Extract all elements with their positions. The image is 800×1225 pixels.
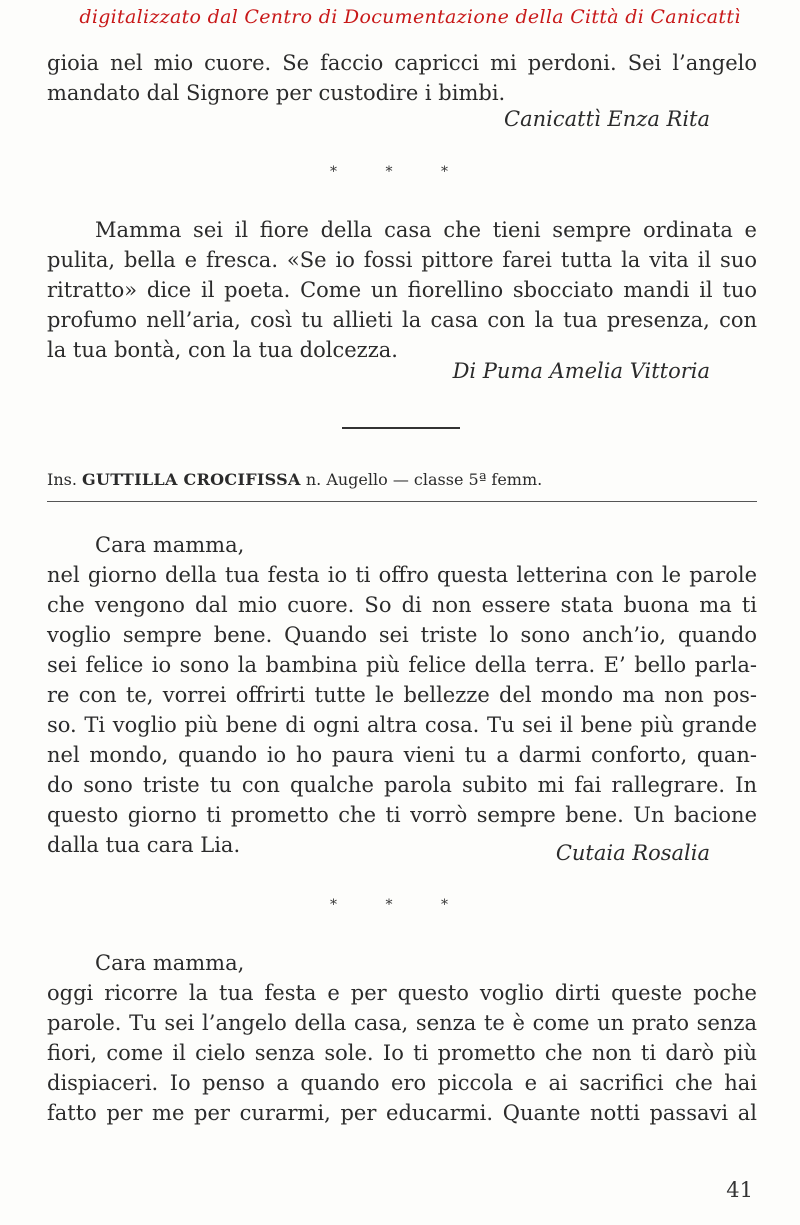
letter-second <box>47 948 757 1128</box>
text-line: dalla tua cara Lia. <box>47 833 241 857</box>
text-line: fiori, come il cielo senza sole. Io ti prometto che non ti darò più <box>47 1041 757 1065</box>
class-heading <box>47 468 542 492</box>
text-line: nel mondo, quando io ho paura vieni tu a darmi conforto, quan- <box>47 743 757 767</box>
text-line: re con te, vorrei offrirti tutte le bellezze del mondo ma non pos- <box>47 683 757 707</box>
text-line: do sono triste tu con qualche parola subito mi fai rallegrare. In <box>47 773 757 797</box>
signature-cutaia: Cutaia Rosalia <box>555 841 710 865</box>
text-line: parole. Tu sei l’angelo della casa, senza te è come un prato senza <box>47 1011 757 1035</box>
section-separator: * * * <box>330 897 470 913</box>
heading-prefix: Ins. <box>47 470 77 489</box>
heading-rule <box>47 501 757 502</box>
text-line: nel giorno della tua festa io ti offro questa letterina con le parole <box>47 563 757 587</box>
section-divider <box>342 427 460 429</box>
text-line: voglio sempre bene. Quando sei triste lo sono anch’io, quando <box>47 623 757 647</box>
text-line: oggi ricorre la tua festa e per questo voglio dirti queste poche <box>47 981 757 1005</box>
section-separator: * * * <box>330 164 470 180</box>
text-line: Mamma sei il fiore della casa che tieni sempre ordinata e <box>95 218 757 242</box>
teacher-name: GUTTILLA CROCIFISSA <box>82 470 301 489</box>
signature-di-puma: Di Puma Amelia Vittoria <box>452 359 710 383</box>
page-number: 41 <box>726 1178 753 1202</box>
text-line: sei felice io sono la bambina più felice della terra. E’ bello parla- <box>47 653 757 677</box>
letter-lia <box>47 530 757 860</box>
text-line: questo giorno ti prometto che ti vorrò sempre bene. Un bacione <box>47 803 757 827</box>
text-line: la tua bontà, con la tua dolcezza. <box>47 338 398 362</box>
text-line: dispiaceri. Io penso a quando ero piccola e ai sacrifici che hai <box>47 1071 757 1095</box>
text-line: mandato dal Signore per custodire i bimbi. <box>47 81 506 105</box>
text-line: so. Ti voglio più bene di ogni altra cosa. Tu sei il bene più grande <box>47 713 757 737</box>
letter-salutation: Cara mamma, <box>95 951 245 975</box>
paragraph-mamma-fiore <box>47 215 757 365</box>
paragraph-continuation <box>47 48 757 108</box>
text-line: che vengono dal mio cuore. So di non essere stata buona ma ti <box>47 593 757 617</box>
text-line: fatto per me per curarmi, per educarmi. Quante notti passavi al <box>47 1101 757 1125</box>
heading-details: n. Augello — classe 5ª femm. <box>305 470 543 489</box>
text-line: ritratto» dice il poeta. Come un fiorellino sbocciato mandi il tuo <box>47 278 757 302</box>
digitization-watermark: digitalizzato dal Centro di Documentazione della Città di Canicattì <box>79 6 741 28</box>
text-line: gioia nel mio cuore. Se faccio capricci mi perdoni. Sei l’angelo <box>47 51 757 75</box>
letter-salutation: Cara mamma, <box>95 533 245 557</box>
signature-canicatti: Canicattì Enza Rita <box>504 107 710 131</box>
text-line: profumo nell’aria, così tu allieti la casa con la tua presenza, con <box>47 308 757 332</box>
text-line: pulita, bella e fresca. «Se io fossi pittore farei tutta la vita il suo <box>47 248 757 272</box>
